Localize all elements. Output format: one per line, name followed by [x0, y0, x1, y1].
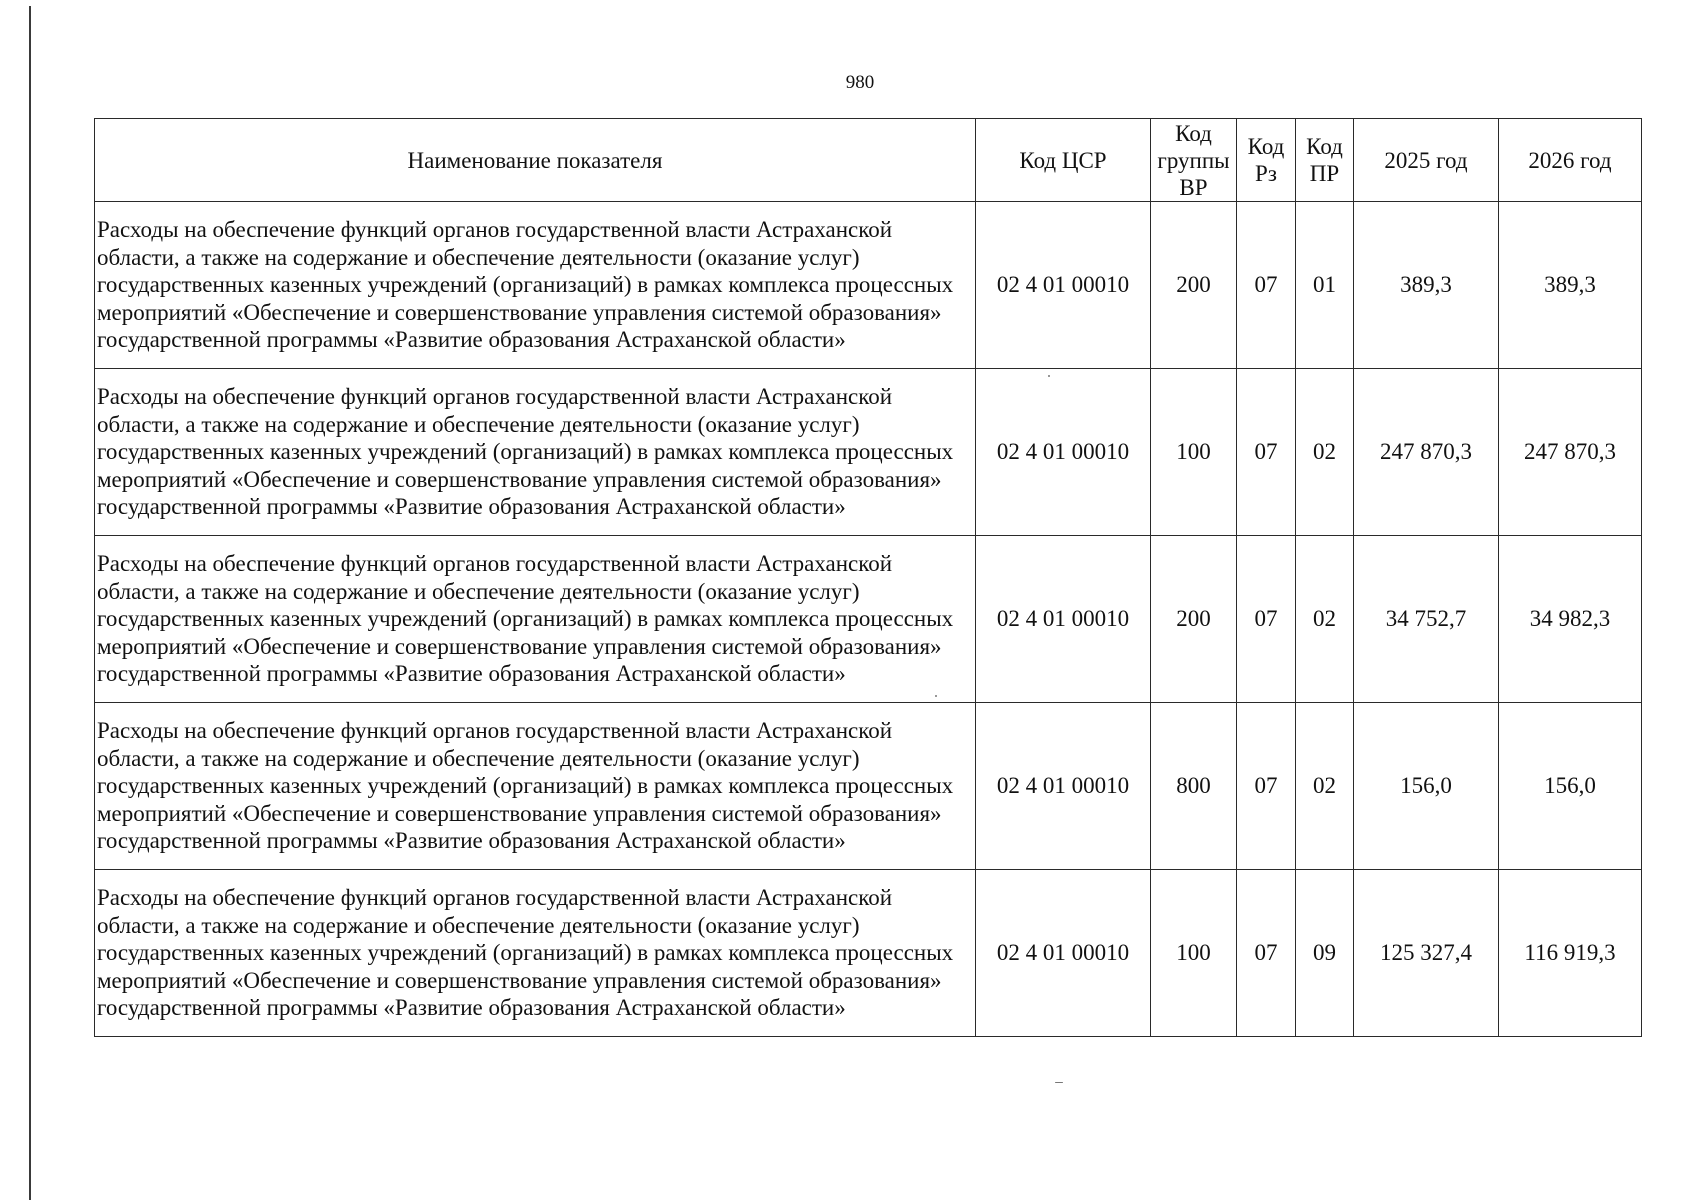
- row-2025: 156,0: [1354, 703, 1499, 870]
- row-csr: 02 4 01 00010: [976, 369, 1151, 536]
- row-name: Расходы на обеспечение функций органов государственной власти Астраханской области, а также на содержание и обеспечение деятельности (оказание услуг) государственных казенных учреждений (организаций) в рамках комплекса процессных мероприятий «Обеспечение и совершенствование управления системой образования» государственной программы «Развитие образования Астраханской области»: [95, 536, 976, 703]
- table-row: [95, 703, 1642, 870]
- row-2026: 247 870,3: [1499, 369, 1642, 536]
- row-rz: 07: [1237, 703, 1296, 870]
- row-2026: 116 919,3: [1499, 870, 1642, 1037]
- budget-table: [94, 118, 1642, 1037]
- row-rz: 07: [1237, 369, 1296, 536]
- row-2025: 34 752,7: [1354, 536, 1499, 703]
- header-2026: 2026 год: [1499, 119, 1642, 202]
- row-name: Расходы на обеспечение функций органов государственной власти Астраханской области, а также на содержание и обеспечение деятельности (оказание услуг) государственных казенных учреждений (организаций) в рамках комплекса процессных мероприятий «Обеспечение и совершенствование управления системой образования» государственной программы «Развитие образования Астраханской области»: [95, 202, 976, 369]
- header-vr: Код группы ВР: [1151, 119, 1237, 202]
- table-row: [95, 202, 1642, 369]
- row-vr: 100: [1151, 870, 1237, 1037]
- row-2025: 247 870,3: [1354, 369, 1499, 536]
- row-name: Расходы на обеспечение функций органов государственной власти Астраханской области, а также на содержание и обеспечение деятельности (оказание услуг) государственных казенных учреждений (организаций) в рамках комплекса процессных мероприятий «Обеспечение и совершенствование управления системой образования» государственной программы «Развитие образования Астраханской области»: [95, 870, 976, 1037]
- table-header-row: [95, 119, 1642, 202]
- row-pr: 02: [1296, 703, 1354, 870]
- header-2025: 2025 год: [1354, 119, 1499, 202]
- table-row: [95, 870, 1642, 1037]
- row-name: Расходы на обеспечение функций органов государственной власти Астраханской области, а также на содержание и обеспечение деятельности (оказание услуг) государственных казенных учреждений (организаций) в рамках комплекса процессных мероприятий «Обеспечение и совершенствование управления системой образования» государственной программы «Развитие образования Астраханской области»: [95, 369, 976, 536]
- row-pr: 01: [1296, 202, 1354, 369]
- row-name: Расходы на обеспечение функций органов государственной власти Астраханской области, а также на содержание и обеспечение деятельности (оказание услуг) государственных казенных учреждений (организаций) в рамках комплекса процессных мероприятий «Обеспечение и совершенствование управления системой образования» государственной программы «Развитие образования Астраханской области»: [95, 703, 976, 870]
- row-csr: 02 4 01 00010: [976, 870, 1151, 1037]
- header-pr: Код ПР: [1296, 119, 1354, 202]
- row-2026: 389,3: [1499, 202, 1642, 369]
- page-number: 980: [845, 72, 875, 93]
- row-rz: 07: [1237, 536, 1296, 703]
- row-vr: 100: [1151, 369, 1237, 536]
- scan-speck: [1048, 375, 1050, 377]
- row-2026: 34 982,3: [1499, 536, 1642, 703]
- table-row: [95, 369, 1642, 536]
- row-rz: 07: [1237, 870, 1296, 1037]
- table-row: [95, 536, 1642, 703]
- row-csr: 02 4 01 00010: [976, 202, 1151, 369]
- row-pr: 02: [1296, 369, 1354, 536]
- row-vr: 200: [1151, 202, 1237, 369]
- row-2026: 156,0: [1499, 703, 1642, 870]
- left-margin-rule: [29, 6, 31, 1200]
- scan-speck: [1055, 1082, 1063, 1083]
- row-csr: 02 4 01 00010: [976, 536, 1151, 703]
- row-vr: 800: [1151, 703, 1237, 870]
- header-csr: Код ЦСР: [976, 119, 1151, 202]
- row-2025: 125 327,4: [1354, 870, 1499, 1037]
- row-vr: 200: [1151, 536, 1237, 703]
- row-csr: 02 4 01 00010: [976, 703, 1151, 870]
- row-pr: 02: [1296, 536, 1354, 703]
- row-pr: 09: [1296, 870, 1354, 1037]
- header-name: Наименование показателя: [95, 119, 976, 202]
- row-2025: 389,3: [1354, 202, 1499, 369]
- header-rz: Код Рз: [1237, 119, 1296, 202]
- row-rz: 07: [1237, 202, 1296, 369]
- scan-speck: [935, 695, 937, 697]
